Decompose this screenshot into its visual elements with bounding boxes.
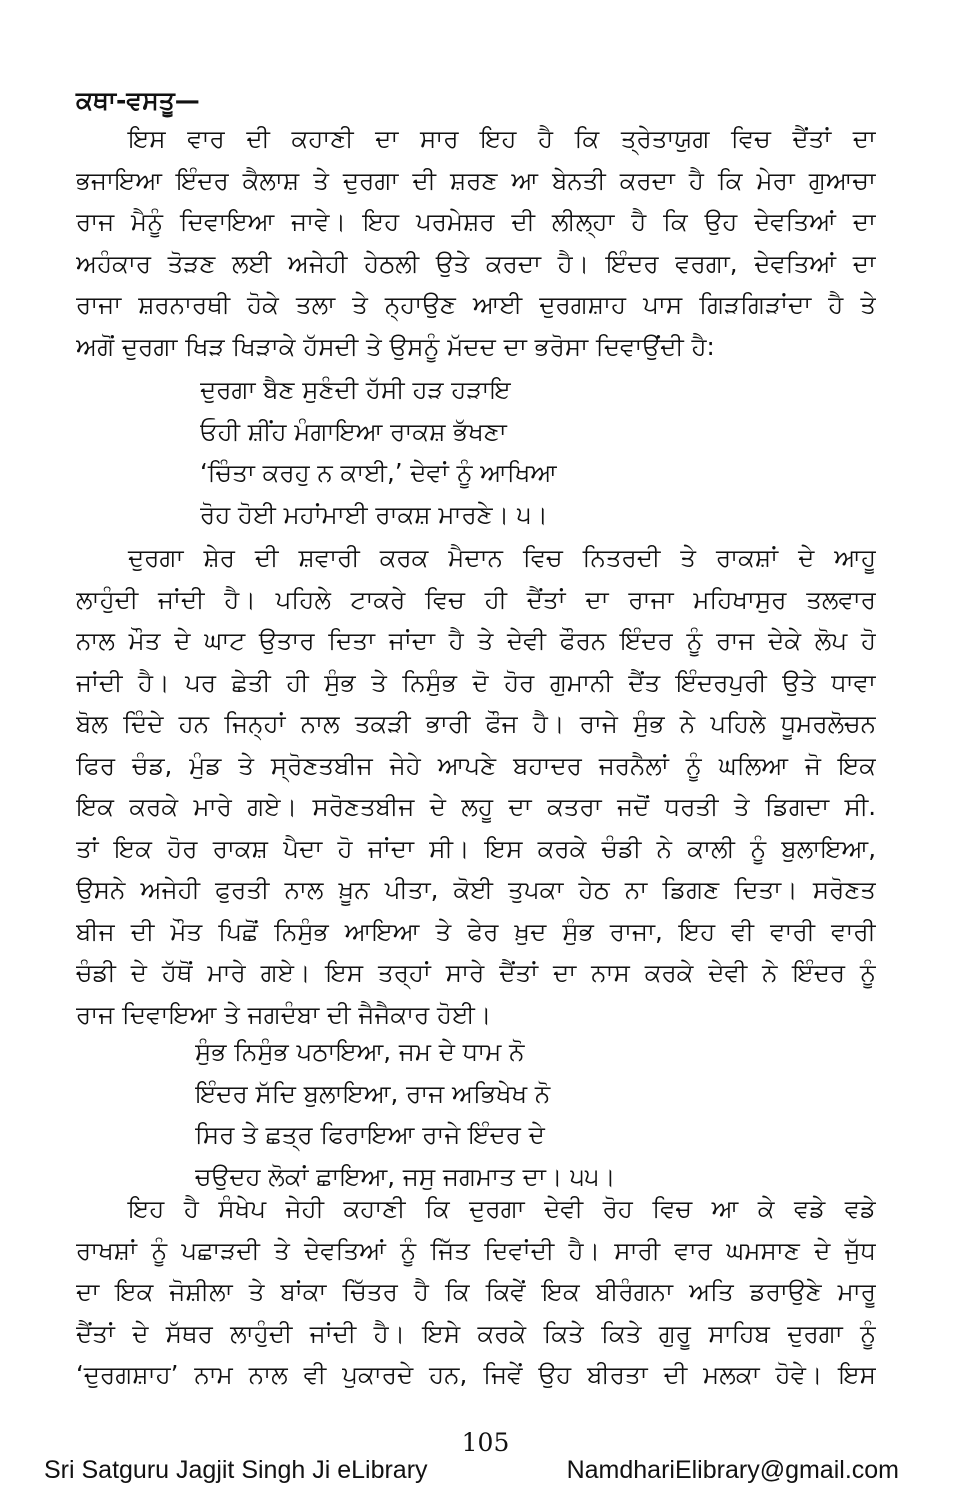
text-line: ਨਾਲ ਮੌਤ ਦੇ ਘਾਟ ਉਤਾਰ ਦਿਤਾ ਜਾਂਦਾ ਹੈ ਤੇ ਦੇਵੀ ਫੌਰਨ ਇੰਦਰ ਨੂੰ ਰਾਜ ਦੇਕੇ ਲੋਪ ਹੋ xyxy=(76,626,876,655)
text-line: ਦਾ ਇਕ ਜੋਸ਼ੀਲਾ ਤੇ ਬਾਂਕਾ ਚਿੱਤਰ ਹੈ ਕਿ ਕਿਵੇਂ ਇਕ ਬੀਰੰਗਨਾ ਅਤਿ ਡਰਾਉਣੇ ਮਾਰੂ xyxy=(76,1277,876,1306)
verse-line: ਸਿਰ ਤੇ ਛਤ੍ਰ ਫਿਰਾਇਆ ਰਾਜੇ ਇੰਦਰ ਦੇ xyxy=(195,1120,545,1149)
section-heading: ਕਥਾ-ਵਸਤੂ— xyxy=(76,86,200,115)
text-line: ਚੰਡੀ ਦੇ ਹੱਥੋਂ ਮਾਰੇ ਗਏ। ਇਸ ਤਰ੍ਹਾਂ ਸਾਰੇ ਦੈਂਤਾਂ ਦਾ ਨਾਸ ਕਰਕੇ ਦੇਵੀ ਨੇ ਇੰਦਰ ਨੂੰ xyxy=(76,958,876,987)
text-line: ਅਗੋਂ ਦੁਰਗਾ ਖਿੜ ਖਿੜਾਕੇ ਹੱਸਦੀ ਤੇ ਉਸਨੂੰ ਮੱਦਦ ਦਾ ਭਰੋਸਾ ਦਿਵਾਉਂਦੀ ਹੈ: xyxy=(76,331,715,361)
text-line: ਇਹ ਹੈ ਸੰਖੇਪ ਜੇਹੀ ਕਹਾਣੀ ਕਿ ਦੁਰਗਾ ਦੇਵੀ ਰੋਹ ਵਿਚ ਆ ਕੇ ਵਡੇ ਵਡੇ xyxy=(128,1194,876,1223)
text-line: ਤਾਂ ਇਕ ਹੋਰ ਰਾਕਸ਼ ਪੈਦਾ ਹੋ ਜਾਂਦਾ ਸੀ। ਇਸ ਕਰਕੇ ਚੰਡੀ ਨੇ ਕਾਲੀ ਨੂੰ ਬੁਲਾਇਆ, xyxy=(76,833,876,863)
text-line: ਰਾਜ ਮੈਨੂੰ ਦਿਵਾਇਆ ਜਾਵੇ। ਇਹ ਪਰਮੇਸ਼ਰ ਦੀ ਲੀਲ੍ਹਾ ਹੈ ਕਿ ਉਹ ਦੇਵਤਿਆਂ ਦਾ xyxy=(76,207,876,236)
verse-block-1 xyxy=(200,369,557,535)
verse-line: ਦੁਰਗਾ ਬੈਣ ਸੁਣੰਦੀ ਹੱਸੀ ਹੜ ਹੜਾਇ xyxy=(200,375,511,404)
paragraph-story xyxy=(76,537,876,1035)
text-line: ਅਹੰਕਾਰ ਤੋੜਣ ਲਈ ਅਜੇਹੀ ਹੇਠਲੀ ਉਤੇ ਕਰਦਾ ਹੈ। ਇੰਦਰ ਵਰਗਾ, ਦੇਵਤਿਆਂ ਦਾ xyxy=(76,248,876,278)
text-line: ਰਾਖਸ਼ਾਂ ਨੂੰ ਪਛਾੜਦੀ ਤੇ ਦੇਵਤਿਆਂ ਨੂੰ ਜਿੱਤ ਦਿਵਾਂਦੀ ਹੈ। ਸਾਰੀ ਵਾਰ ਘਮਸਾਣ ਦੇ ਜੁੱਧ xyxy=(76,1235,876,1265)
verse-block-2 xyxy=(195,1031,616,1197)
footer-email: NamdhariElibrary@gmail.com xyxy=(566,1456,899,1484)
verse-line: ਸੁੰਭ ਨਿਸੁੰਭ ਪਠਾਇਆ, ਜਮ ਦੇ ਧਾਮ ਨੋ xyxy=(195,1037,525,1066)
text-line: ਰਾਜ ਦਿਵਾਇਆ ਤੇ ਜਗਦੰਬਾ ਦੀ ਜੈਜੈਕਾਰ ਹੋਈ। xyxy=(76,999,492,1029)
text-line: ਲਾਹੁੰਦੀ ਜਾਂਦੀ ਹੈ। ਪਹਿਲੇ ਟਾਕਰੇ ਵਿਚ ਹੀ ਦੈਂਤਾਂ ਦਾ ਰਾਜਾ ਮਹਿਖਾਸੁਰ ਤਲਵਾਰ xyxy=(76,584,876,614)
verse-line: ਇੰਦਰ ਸੱਦਿ ਬੁਲਾਇਆ, ਰਾਜ ਅਭਿਖੇਖ ਨੋ xyxy=(195,1078,551,1108)
text-line: ਦੈਂਤਾਂ ਦੇ ਸੱਥਰ ਲਾਹੁੰਦੀ ਜਾਂਦੀ ਹੈ। ਇਸੇ ਕਰਕੇ ਕਿਤੇ ਕਿਤੇ ਗੁਰੂ ਸਾਹਿਬ ਦੁਰਗਾ ਨੂੰ xyxy=(76,1318,876,1348)
verse-line: ਰੋਹ ਹੋਈ ਮਹਾਂਮਾਈ ਰਾਕਸ਼ ਮਾਰਣੇ। ੫। xyxy=(200,499,548,529)
text-line: ਦੁਰਗਾ ਸ਼ੇਰ ਦੀ ਸ਼ਵਾਰੀ ਕਰਕ ਮੈਦਾਨ ਵਿਚ ਨਿਤਰਦੀ ਤੇ ਰਾਕਸ਼ਾਂ ਦੇ ਆਹੂ xyxy=(128,543,876,572)
verse-line: ਓਹੀ ਸ਼ੀਂਹ ਮੰਗਾਇਆ ਰਾਕਸ਼ ਭੱਖਣਾ xyxy=(200,416,507,446)
paragraph-summary xyxy=(76,1188,876,1396)
text-line: ਇਸ ਵਾਰ ਦੀ ਕਹਾਣੀ ਦਾ ਸਾਰ ਇਹ ਹੈ ਕਿ ਤ੍ਰੇਤਾਯੁਗ ਵਿਚ ਦੈਂਤਾਂ ਦਾ xyxy=(128,124,876,153)
text-line: ਇਕ ਕਰਕੇ ਮਾਰੇ ਗਏ। ਸਰੋਣਤਬੀਜ ਦੇ ਲਹੂ ਦਾ ਕਤਰਾ ਜਦੋਂ ਧਰਤੀ ਤੇ ਡਿਗਦਾ ਸੀ. xyxy=(76,792,876,821)
text-line: ਫਿਰ ਚੰਡ, ਮੁੰਡ ਤੇ ਸ੍ਰੋਣਤਬੀਜ ਜੇਹੇ ਆਪਣੇ ਬਹਾਦਰ ਜਰਨੈਲਾਂ ਨੂੰ ਘਲਿਆ ਜੋ ਇਕ xyxy=(76,750,876,780)
text-line: ‘ਦੁਰਗਸ਼ਾਹ’ ਨਾਮ ਨਾਲ ਵੀ ਪੁਕਾਰਦੇ ਹਨ, ਜਿਵੇਂ ਉਹ ਬੀਰਤਾ ਦੀ ਮਲਕਾ ਹੋਵੇ। ਇਸ xyxy=(76,1360,876,1389)
paragraph-intro xyxy=(76,118,876,367)
text-line: ਉਸਨੇ ਅਜੇਹੀ ਫੁਰਤੀ ਨਾਲ ਖ਼ੂਨ ਪੀਤਾ, ਕੋਈ ਤੁਪਕਾ ਹੇਠ ਨਾ ਡਿਗਣ ਦਿਤਾ। ਸਰੋਣਤ xyxy=(76,875,876,904)
page-number: 105 xyxy=(461,1428,510,1457)
footer-library-name: Sri Satguru Jagjit Singh Ji eLibrary xyxy=(44,1456,428,1484)
text-line: ਰਾਜਾ ਸ਼ਰਨਾਰਥੀ ਹੋਕੇ ਤਲਾ ਤੇ ਨ੍ਹਾਉਣ ਆਈ ਦੁਰਗਸ਼ਾਹ ਪਾਸ ਗਿੜਗਿੜਾਂਦਾ ਹੈ ਤੇ xyxy=(76,290,876,319)
text-line: ਬੋਲ ਦਿੰਦੇ ਹਨ ਜਿਨ੍ਹਾਂ ਨਾਲ ਤਕੜੀ ਭਾਰੀ ਫੌਜ ਹੈ। ਰਾਜੇ ਸੁੰਭ ਨੇ ਪਹਿਲੇ ਧੂਮਰਲੋਚਨ xyxy=(76,709,876,738)
text-line: ਭਜਾਇਆ ਇੰਦਰ ਕੈਲਾਸ਼ ਤੇ ਦੁਰਗਾ ਦੀ ਸ਼ਰਣ ਆ ਬੇਨਤੀ ਕਰਦਾ ਹੈ ਕਿ ਮੇਰਾ ਗੁਆਚਾ xyxy=(76,165,876,195)
text-line: ਜਾਂਦੀ ਹੈ। ਪਰ ਛੇਤੀ ਹੀ ਸੁੰਭ ਤੇ ਨਿਸੁੰਭ ਦੋ ਹੋਰ ਗੁਮਾਨੀ ਦੈਂਤ ਇੰਦਰਪੁਰੀ ਉਤੇ ਧਾਵਾ xyxy=(76,667,876,697)
verse-line: ਚਉਦਹ ਲੋਕਾਂ ਛਾਇਆ, ਜਸੁ ਜਗਮਾਤ ਦਾ। ੫੫। xyxy=(195,1161,616,1191)
text-line: ਬੀਜ ਦੀ ਮੌਤ ਪਿਛੋਂ ਨਿਸੁੰਭ ਆਇਆ ਤੇ ਫੇਰ ਖ਼ੁਦ ਸੁੰਭ ਰਾਜਾ, ਇਹ ਵੀ ਵਾਰੀ ਵਾਰੀ xyxy=(76,916,876,946)
verse-line: ‘ਚਿੰਤਾ ਕਰਹੁ ਨ ਕਾਈ,’ ਦੇਵਾਂ ਨੂੰ ਆਖਿਆ xyxy=(200,458,558,487)
